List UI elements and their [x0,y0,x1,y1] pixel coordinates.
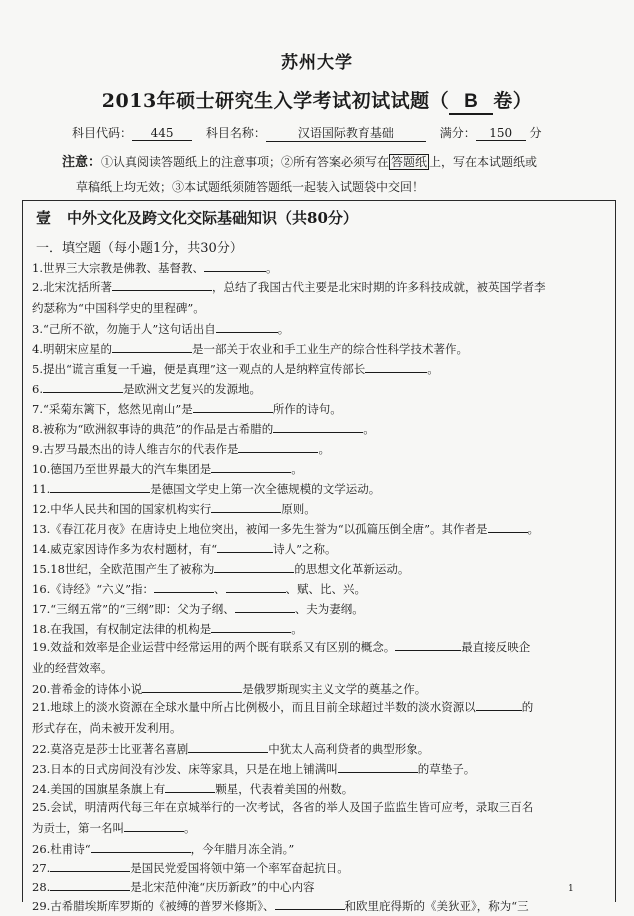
full-score-value: 150 [476,126,526,141]
question-16 [32,579,607,599]
question-text: 最直接反映企 [461,640,531,654]
blank [476,698,522,711]
question-19 [32,637,607,679]
question-text: 。 [265,261,278,275]
question-text: 18.在我国，有权制定法律的机构是 [32,622,212,636]
blank [50,859,130,872]
blank [91,840,191,853]
question-text: 10.德国乃至世界最大的汽车集团是 [32,462,212,476]
question-text: 24.美国的国旗星条旗上有 [32,782,166,796]
full-score-label: 满分： [439,126,476,140]
question-11 [32,479,607,499]
question-1 [32,258,607,278]
blank [211,500,281,513]
question-text: 26.杜甫诗“ [32,842,91,856]
question-text: 中犹太人高利贷者的典型形象。 [268,742,430,756]
question-text: 是欧洲文艺复兴的发源地。 [122,382,261,396]
question-text: 和欧里庇得斯的《美狄亚》，称为“三 [344,899,529,913]
question-text: 。 [291,462,303,476]
question-text: 。 [291,622,303,636]
question-text: 11. [32,482,51,496]
question-text: 29.古希腊埃斯库罗斯的《被缚的普罗米修斯》、 [32,899,275,913]
notice-text-a: ①认真阅读答题纸上的注意事项；②所有答案必须写在 [101,155,390,169]
question-6 [32,379,607,399]
notice-lead: 注意： [62,155,102,170]
blank [365,360,427,373]
question-23 [32,759,607,779]
question-text: 。 [427,362,439,376]
question-text: 是国民党爱国将领中第一个率军奋起抗日。 [130,861,349,875]
question-13 [32,519,607,539]
question-21 [32,697,607,739]
exam-title-text: 2013年硕士研究生入学考试初试试题（ [101,90,450,112]
blank [235,600,295,613]
blank [43,380,123,393]
blank [204,259,266,272]
question-text: 颗星，代表着美国的州数。 [215,782,354,796]
question-text: 是俄罗斯现实主义文学的奠基之作。 [242,682,427,696]
blank [216,320,278,333]
question-5 [32,359,607,379]
question-text: 业的经营效率。 [32,661,113,675]
question-3 [32,319,607,339]
blank [154,580,214,593]
full-score-unit: 分 [529,126,542,140]
subject-meta [72,124,592,142]
question-text: 21.地球上的淡水资源在全球水量中所占比例极小，而且目前全球超过半数的淡水资源以 [32,700,476,714]
question-text: 的草垫子。 [417,762,476,776]
question-24 [32,779,607,799]
question-text: 8.被称为“欧洲叙事诗的典范”的作品是古希腊的 [32,422,274,436]
question-18 [32,619,607,639]
question-text: 原则。 [281,502,316,516]
page-number: 1 [568,884,574,894]
question-20 [32,679,607,699]
question-text: 1.世界三大宗教是佛教、基督教、 [32,261,204,275]
question-text: 3.“己所不欲，勿施于人”这句话出自 [32,322,216,336]
question-12 [32,499,607,519]
answer-sheet-boxed: 答题纸 [391,155,428,169]
question-text: 诗人”之称。 [273,542,337,556]
section-number: 壹 [36,209,52,227]
blank [50,480,150,493]
blank [112,340,192,353]
blank [226,580,286,593]
question-8 [32,419,607,439]
question-text: 27. [32,861,51,875]
question-text: 、赋、比、兴。 [285,582,367,596]
blank [395,638,461,651]
question-text: 14.威克家因诗作多为农村题材，有“ [32,542,218,556]
section-title: 中外文化及跨文化交际基础知识（共80分） [67,209,358,227]
blank [211,460,291,473]
question-28 [32,877,607,897]
question-25 [32,797,607,839]
question-text: 是德国文学史上第一次全德规模的文学运动。 [150,482,381,496]
question-14 [32,539,607,559]
question-text: ，今年腊月冻全消。” [190,842,295,856]
question-text: 4.明朝宋应星的 [32,342,112,356]
question-text: 28. [32,880,51,894]
blank [124,819,184,832]
blank [165,780,215,793]
exam-notice [62,150,592,200]
blank [488,520,528,533]
blank [273,420,363,433]
question-10 [32,459,607,479]
university-title: 苏州大学 [281,53,353,73]
notice-text-b: 上，写在本试题纸或 [429,155,538,169]
blank [214,560,294,573]
question-text: 23.日本的日式房间没有沙发、床等家具，只是在地上铺满叫 [32,762,338,776]
question-text: 6. [32,382,43,396]
question-text: 5.提出“谎言重复一千遍，便是真理”这一观点的人是纳粹宣传部长 [32,362,366,376]
question-4 [32,339,607,359]
question-text: 形式存在，尚未被开发利用。 [32,721,182,735]
question-26 [32,839,607,859]
question-text: 约瑟称为“中国科学史的里程碑”。 [32,301,205,315]
question-text: 17.“三纲五常”的“三纲”即：父为子纲、 [32,602,235,616]
question-text: 为贡士，第一名叫 [32,821,124,835]
question-22 [32,739,607,759]
question-9 [32,439,607,459]
question-text: 是北宋范仲淹“庆历新政”的中心内容 [130,880,315,894]
blank [112,278,212,291]
question-text: 22.莫洛克是莎士比亚著名喜剧 [32,742,189,756]
question-text: 。 [318,442,330,456]
question-text: 。 [527,522,540,536]
blank [217,540,273,553]
question-2 [32,277,607,319]
subject-code-value: 445 [132,126,192,141]
question-7 [32,399,607,419]
subsection-heading: 一．填空题（每小题1分，共30分） [36,241,243,256]
question-text: 9.古罗马最杰出的诗人维吉尔的代表作是 [32,442,239,456]
question-text: 。 [363,422,375,436]
blank [188,740,268,753]
exam-title [0,86,634,115]
blank [193,400,273,413]
blank [142,680,242,693]
question-text: 16.《诗经》“六义”指： [32,582,155,596]
question-text: 25.会试，明清两代每三年在京城举行的一次考试，各省的举人及国子监监生皆可应考，录取三百名 [32,800,534,814]
question-17 [32,599,607,619]
subject-name-label: 科目名称： [205,126,266,140]
question-text: 20.普希金的诗体小说 [32,682,143,696]
question-text: 15.18世纪，全欧范围产生了被称为 [32,562,215,576]
notice-line-2: 草稿纸上均无效；③本试题纸须随答题纸一起装入试题袋中交回！ [76,180,425,194]
blank [211,620,291,633]
question-text: 2.北宋沈括所著 [32,280,112,294]
notice-line-1 [62,150,592,175]
question-text: ，总结了我国古代主要是北宋时期的许多科技成就，被英国学者李 [211,280,546,294]
paper-version: B [449,91,493,115]
question-text: 所作的诗句。 [272,402,342,416]
question-text: 13.《春江花月夜》在唐诗史上地位突出，被闻一多先生誉为“以孤篇压倒全唐”。其作者是 [32,522,488,536]
question-text: 12.中华人民共和国的国家机构实行 [32,502,212,516]
question-text: 。 [184,821,196,835]
question-15 [32,559,607,579]
question-text: 是一部关于农业和手工业生产的综合性科学技术著作。 [191,342,468,356]
subject-name-value: 汉语国际教育基础 [266,124,426,142]
blank [275,897,345,910]
question-27 [32,858,607,878]
blank [338,760,418,773]
question-text: 。 [277,322,290,336]
question-29 [32,896,607,916]
question-text: 、 [214,582,226,596]
question-text: 7.“采菊东篱下，悠然见南山”是 [32,402,193,416]
subject-code-label: 科目代码： [72,126,133,140]
question-text: 的 [521,700,534,714]
exam-title-end: 卷） [493,90,533,112]
question-text: 19.效益和效率是企业运营中经常运用的两个既有联系又有区别的概念。 [32,640,396,654]
blank [50,878,130,891]
question-text: 、夫为妻纲。 [294,602,364,616]
blank [238,440,318,453]
section-heading [36,207,358,228]
question-text: 的思想文化革新运动。 [294,562,410,576]
